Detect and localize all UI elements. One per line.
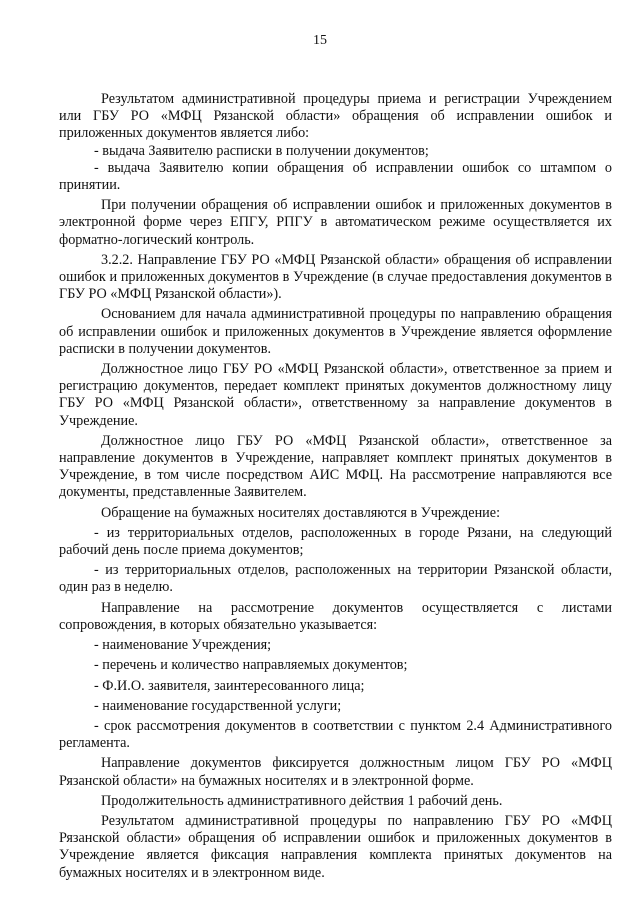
paragraph-duration: Продолжительность административного действия 1 рабочий день. — [101, 792, 503, 809]
paragraph-transfer-officer: Должностное лицо ГБУ РО «МФЦ Рязанской области», ответственное за прием и регистрацию документов, передает комплект принятых документов должностному лицу ГБУ РО «МФЦ Рязанской области», ответственному за направление документов в Учреждение. — [59, 361, 612, 429]
paragraph-electronic-control: При получении обращения об исправлении ошибок и приложенных документов в электронной форме через ЕПГУ, РПГУ в автоматическом режиме осуществляется их форматно-логический контроль. — [59, 197, 612, 248]
section-heading-3-2-2: 3.2.2. Направление ГБУ РО «МФЦ Рязанской области» обращения об исправлении ошибок и приложенных документов в Учреждение (в случае предоставления документов в ГБУ РО «МФЦ Рязанской области»). — [59, 251, 612, 303]
paragraph-sending-officer: Должностное лицо ГБУ РО «МФЦ Рязанской области», ответственное за направление документов в Учреждение, направляет комплект принятых документов в Учреждение, в том числе посредством АИС МФЦ. На рассмотрение направляются все документы, представленные Заявителем. — [59, 432, 612, 501]
list-item-document-list: - перечень и количество направляемых документов; — [94, 657, 408, 674]
list-item-receipt: - выдача Заявителю расписки в получении документов; — [94, 142, 429, 159]
list-item-stamped-copy: - выдача Заявителю копии обращения об исправлении ошибок со штампом о принятии. — [59, 159, 612, 194]
list-item-service-name: - наименование государственной услуги; — [94, 697, 342, 714]
list-item-applicant-name: - Ф.И.О. заявителя, заинтересованного лица; — [94, 677, 365, 694]
document-body — [59, 91, 612, 882]
page-number: 15 — [313, 33, 327, 48]
list-item-ryazan-region: - из территориальных отделов, расположенных на территории Рязанской области, один раз в неделю. — [59, 562, 612, 596]
paragraph-basis: Основанием для начала административной процедуры по направлению обращения об исправлении ошибок и приложенных документов в Учреждение является оформление расписки в получении документов. — [59, 306, 612, 357]
list-item-review-term: - срок рассмотрения документов в соответствии с пунктом 2.4 Административного регламента. — [59, 717, 612, 752]
paragraph-final-result: Результатом административной процедуры по направлению ГБУ РО «МФЦ Рязанской области» обращения об исправлении ошибок и приложенных документов в Учреждение является фиксация направления комплекта принятых документов на бумажных носителях и в электронном виде. — [59, 812, 612, 881]
paragraph-cover-sheets: Направление на рассмотрение документов осуществляется с листами сопровождения, в которых обязательно указывается: — [59, 599, 612, 633]
paragraph-result-registration: Результатом административной процедуры приема и регистрации Учреждением или ГБУ РО «МФЦ Рязанской области» обращения об исправлении ошибок и приложенных документов является либо: — [59, 91, 612, 142]
list-item-ryazan-city: - из территориальных отделов, расположенных в городе Рязани, на следующий рабочий день после приема документов; — [59, 524, 612, 559]
list-item-institution-name: - наименование Учреждения; — [94, 637, 272, 654]
paragraph-paper-delivery: Обращение на бумажных носителях доставляются в Учреждение: — [101, 504, 501, 521]
paragraph-recording: Направление документов фиксируется должностным лицом ГБУ РО «МФЦ Рязанской области» на бумажных носителях и в электронной форме. — [59, 755, 612, 789]
